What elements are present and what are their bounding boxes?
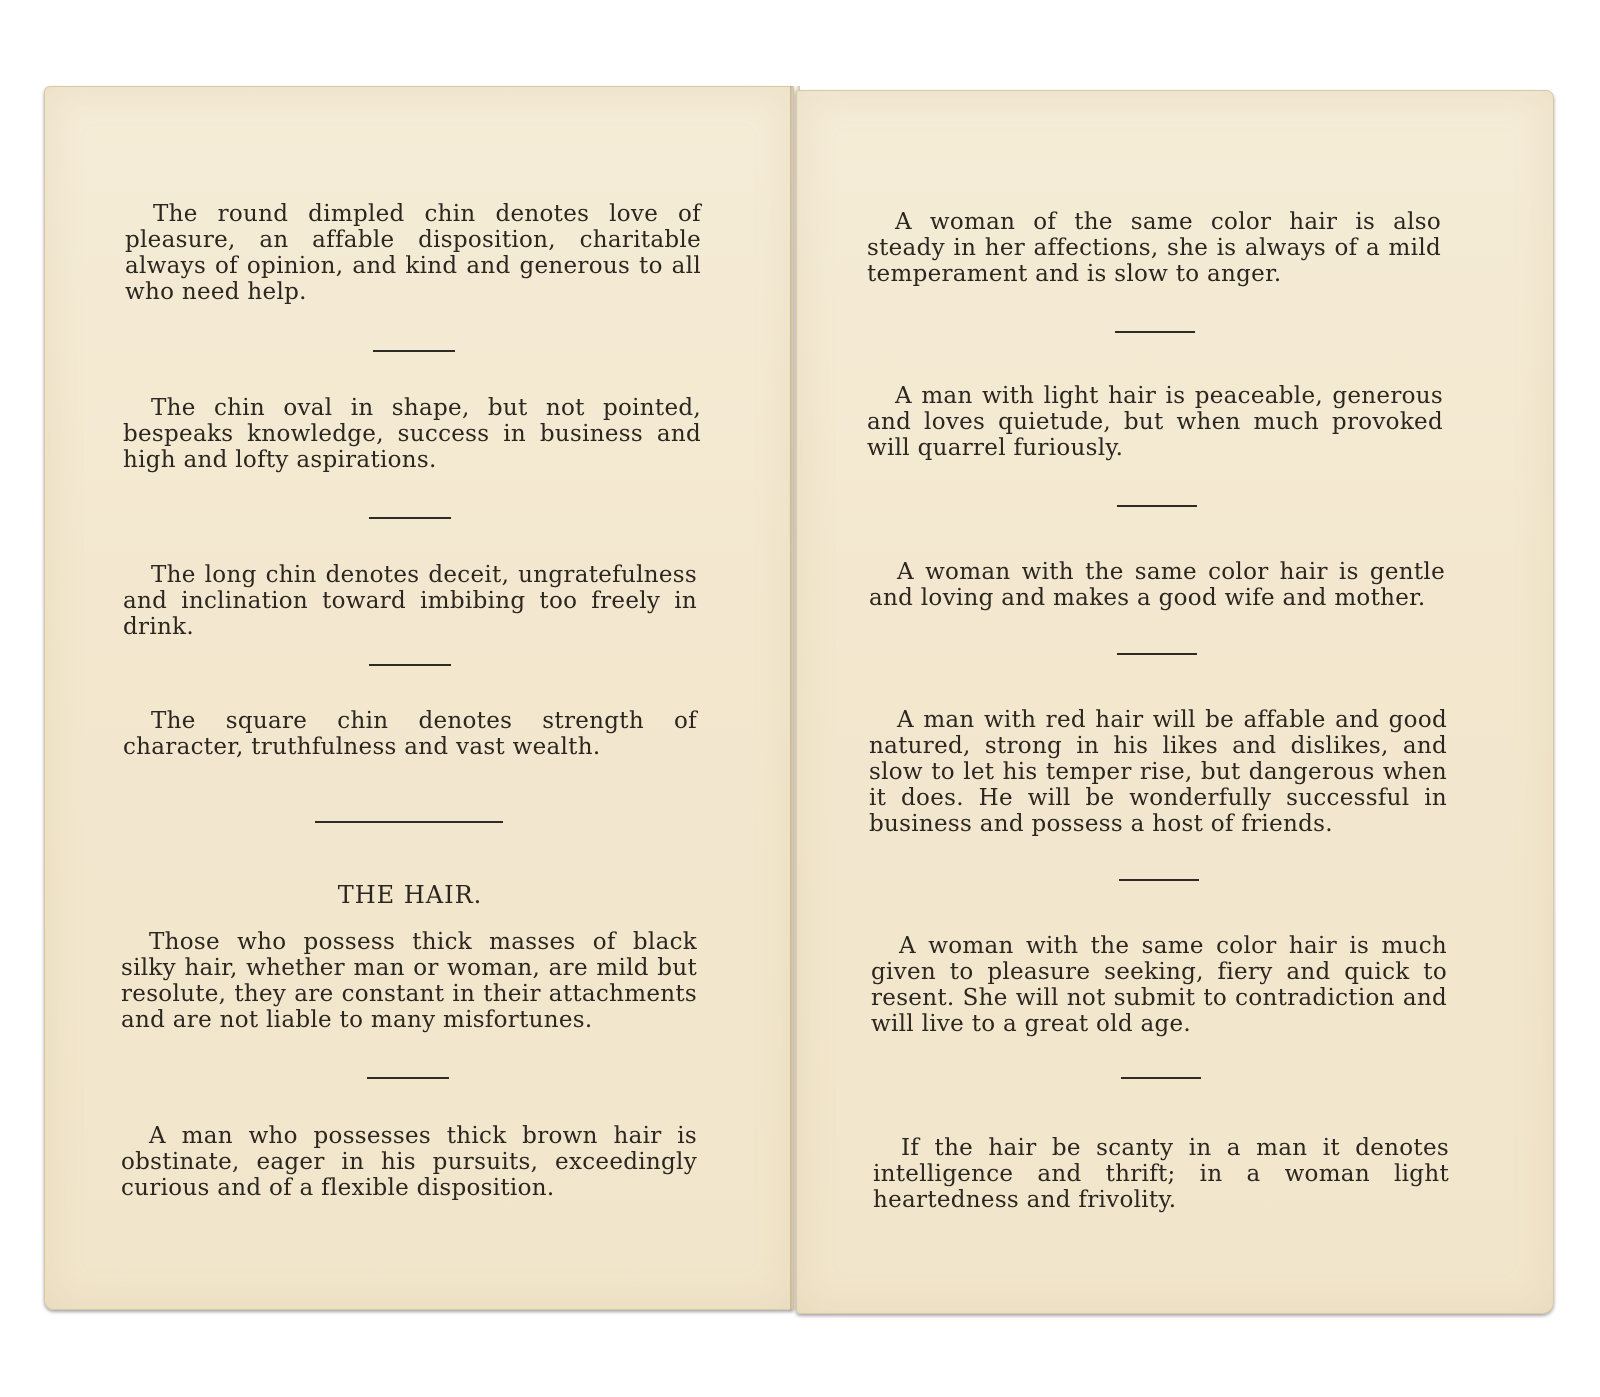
paragraph-woman-red-hair: A woman with the same color hair is much given to pleasure seeking, fiery and quick to resent. She will not submit to contradiction and will live to a great old age. [871,933,1447,1037]
separator-rule [373,350,455,352]
separator-rule [1117,505,1197,507]
paragraph-scanty-hair: If the hair be scanty in a man it denotes intelligence and thrift; in a woman light heartedness and frivolity. [873,1135,1449,1213]
booklet-spread [44,86,1556,1314]
separator-rule [367,1077,449,1079]
separator-rule [1121,1077,1201,1079]
separator-rule [369,517,451,519]
separator-rule [1115,331,1195,333]
paragraph-brown-hair: A man who possesses thick brown hair is obstinate, eager in his pursuits, exceedingly curious and of a flexible disposition. [121,1123,697,1201]
paragraph-square-chin: The square chin denotes strength of character, truthfulness and vast wealth. [123,708,697,760]
paragraph-black-hair: Those who possess thick masses of black silky hair, whether man or woman, are mild but resolute, they are constant in their attachments and are not liable to many misfortunes. [121,929,697,1033]
paragraph-woman-light-hair: A woman with the same color hair is gentle and loving and makes a good wife and mother. [869,559,1445,611]
paragraph-oval-chin: The chin oval in shape, but not pointed, bespeaks knowledge, success in business and high and lofty aspirations. [123,395,701,473]
paragraph-round-dimpled-chin: The round dimpled chin denotes love of pleasure, an affable disposition, charitable always of opinion, and kind and generous to all who need help. [125,201,701,305]
section-divider-rule [315,821,503,823]
paragraph-woman-same-color-steady: A woman of the same color hair is also steady in her affections, she is always of a mild temperament and is slow to anger. [867,209,1441,287]
paragraph-man-light-hair: A man with light hair is peaceable, generous and loves quietude, but when much provoked will quarrel furiously. [867,383,1443,461]
left-page [44,86,794,1310]
section-heading-the-hair: THE HAIR. [337,881,483,909]
separator-rule [369,664,451,666]
separator-rule [1119,879,1199,881]
paragraph-man-red-hair: A man with red hair will be affable and good natured, strong in his likes and dislikes, and slow to let his temper rise, but dangerous when it does. He will be wonderfully successful in business and possess a host of friends. [869,707,1447,837]
right-page [796,90,1554,1314]
separator-rule [1117,653,1197,655]
paragraph-long-chin: The long chin denotes deceit, ungratefulness and inclination toward imbibing too freely in drink. [123,562,697,640]
